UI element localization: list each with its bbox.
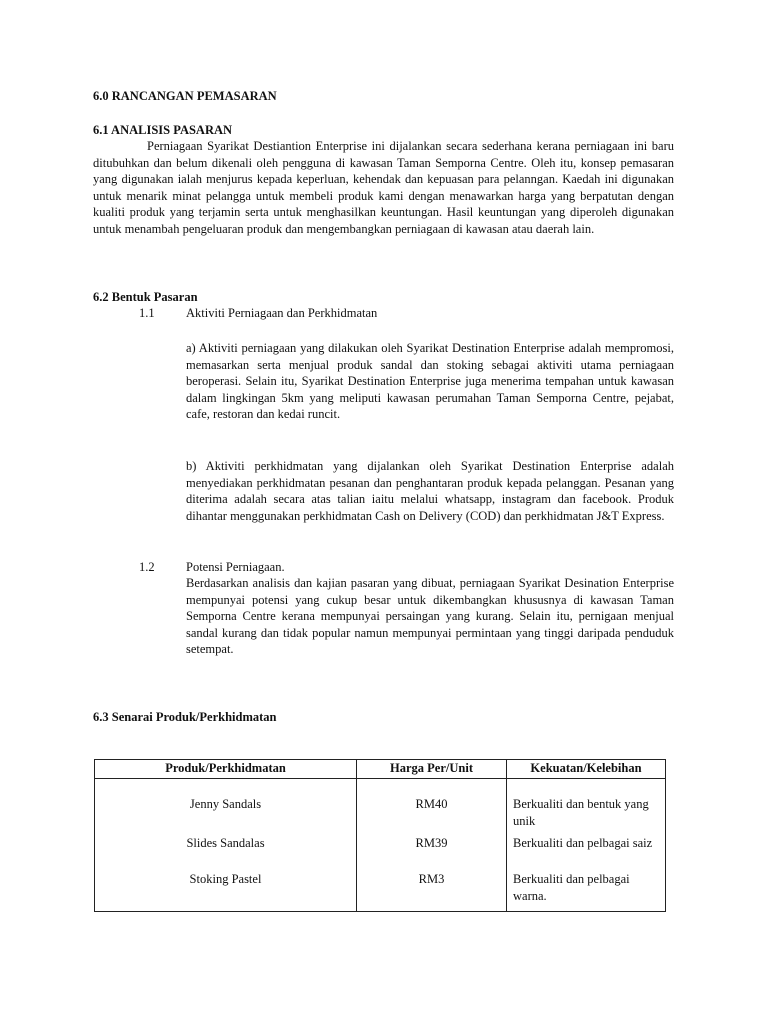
heading-senarai-produk: 6.3 Senarai Produk/Perkhidmatan [93, 710, 277, 724]
heading-analisis-pasaran: 6.1 ANALISIS PASARAN [93, 123, 233, 137]
heading-bentuk-pasaran: 6.2 Bentuk Pasaran [93, 290, 198, 304]
table-row [95, 871, 666, 911]
table-cell-product: Stoking Pastel [95, 871, 357, 911]
table-header-harga: Harga Per/Unit [357, 760, 507, 779]
table-header-produk: Produk/Perkhidmatan [95, 760, 357, 779]
item-title-aktiviti: Aktiviti Perniagaan dan Perkhidmatan [186, 306, 378, 320]
paragraph-potensi-perniagaan: Berdasarkan analisis dan kajian pasaran yang dibuat, perniagaan Syarikat Desination Enterprise mempunyai potensi yang cukup besar untuk dikembangkan khususnya di kawasan Taman Semporna Centre kerana mempunyai persaingan yang kurang. Selain itu, pernigaan menjual sandal kurang dan tidak popular namun mempunyai permintaan yang tinggi daripada penduduk setempat. [186, 576, 674, 657]
table-cell-product: Jenny Sandals [95, 779, 357, 835]
heading-rancangan-pemasaran: 6.0 RANCANGAN PEMASARAN [93, 89, 277, 103]
table-row [95, 779, 666, 835]
item-title-potensi: Potensi Perniagaan. [186, 560, 285, 574]
table-cell-strength: Berkualiti dan bentuk yang unik [507, 779, 666, 835]
table-cell-strength: Berkualiti dan pelbagai saiz [507, 835, 666, 872]
table-cell-price: RM40 [357, 779, 507, 835]
analisis-paragraph: Perniagaan Syarikat Destiantion Enterprise ini dijalankan secara sederhana kerana perniagaan ini baru ditubuhkan dan belum dikenali oleh pengguna di kawasan Taman Semporna Centre. Oleh itu, konsep pemasaran yang digunakan ialah menjurus kepada keperluan, kehendak dan kepuasan para pelanngan. Kaedah ini digunakan untuk menarik minat pelangga untuk membeli produk kami dengan menawarkan harga yang berpatutan dengan kualiti produk yang terjamin serta untuk menghasilkan keuntungan. Hasil keuntungan yang diperoleh digunakan untuk menambah pengeluaran produk dan mengembangkan perniagaan di kawasan atau daerah lain. [93, 139, 674, 236]
item-number-1-2: 1.2 [139, 560, 155, 574]
table-header-kekuatan: Kekuatan/Kelebihan [507, 760, 666, 779]
table-row [95, 835, 666, 872]
product-table [94, 759, 666, 912]
table-cell-product: Slides Sandalas [95, 835, 357, 872]
item-number-1-1: 1.1 [139, 306, 155, 320]
paragraph-aktiviti-perniagaan: a) Aktiviti perniagaan yang dilakukan oleh Syarikat Destination Enterprise adalah mempromosi, memasarkan serta menjual produk sandal dan stoking sebagai aktiviti utama perniagaan beroperasi. Selain itu, Syarikat Destination Enterprise juga menerima tempahan untuk kawasan dalam lingkingan 5km yang meliputi kawasan perumahan Taman Semporna Centre, pejabat, cafe, restoran dan kedai runcit. [186, 341, 674, 422]
table-header-row [95, 760, 666, 779]
table-cell-price: RM3 [357, 871, 507, 911]
table-cell-strength: Berkualiti dan pelbagai warna. [507, 871, 666, 911]
paragraph-aktiviti-perkhidmatan: b) Aktiviti perkhidmatan yang dijalankan oleh Syarikat Destination Enterprise adalah menyediakan perkhidmatan pesanan dan penghantaran produk kepada pelanggan. Pesanan yang diterima adalah secara atas talian iaitu melalui whatsapp, instagram dan facebook. Produk dihantar menggunakan perkhidmatan Cash on Delivery (COD) dan perkhidmatan J&T Express. [186, 459, 674, 523]
table-cell-price: RM39 [357, 835, 507, 872]
